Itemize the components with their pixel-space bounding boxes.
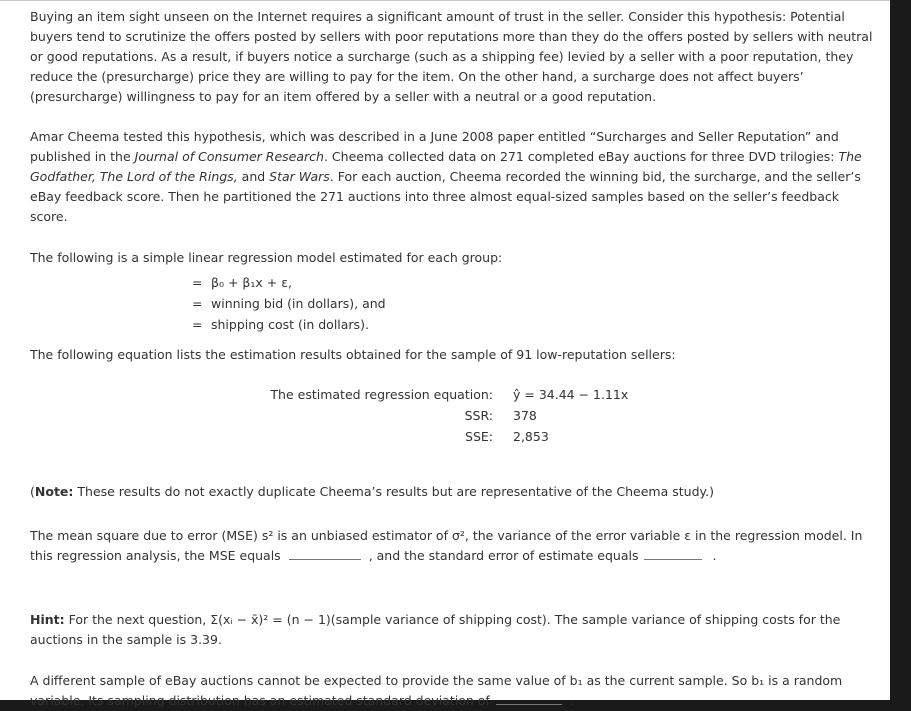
intro-paragraph: Buying an item sight unseen on the Internet requires a significant amount of trust in the seller. Consider this hypothesis: Potential buyers tend to scrutinize the offers posted by sellers with poor reputations more than they do the offers posted by sellers with neutral or good reputations. As a result, if buyers notice a surcharge (such as a shipping fee) levied by a seller with a poor reputation, they reduce the (presurcharge) price they are willing to pay for the item. On the other hand, a surcharge does not affect buyers’ (presurcharge) willingness to pay for an item offered by a seller with a neutral or a good reputation. xyxy=(30,9,873,104)
note-label: Note: xyxy=(34,484,74,499)
standard-error-answer-blank[interactable] xyxy=(644,549,702,560)
model-rhs-x: shipping cost (in dollars). xyxy=(211,317,369,332)
hint-label: Hint: xyxy=(30,612,65,627)
sampling-end: . xyxy=(569,693,574,708)
mse-text-2: , and the standard error of estimate equals xyxy=(368,548,639,563)
standard-deviation-answer-blank[interactable] xyxy=(496,694,562,705)
equals-sign: = xyxy=(192,317,203,332)
ssr-label: SSR: xyxy=(464,408,493,423)
scrollbar-thumb[interactable] xyxy=(894,4,906,694)
equals-sign: = xyxy=(192,296,203,311)
sse-value: 2,853 xyxy=(513,429,549,444)
note-open-paren: ( xyxy=(30,484,35,499)
vertical-scrollbar[interactable] xyxy=(890,0,911,699)
model-rhs-y: winning bid (in dollars), and xyxy=(211,296,386,311)
study-text-3: and xyxy=(237,169,270,184)
note-text: These results do not exactly duplicate Cheema’s results but are representative of the Cheema study.) xyxy=(73,484,714,499)
study-text-2: . Cheema collected data on 271 completed eBay auctions for three DVD trilogies: xyxy=(323,149,839,164)
results-row-sse xyxy=(30,427,876,447)
problem-content xyxy=(30,7,876,711)
equation-value: ŷ = 34.44 − 1.11x xyxy=(513,387,629,402)
mse-question xyxy=(30,526,876,566)
results-intro: The following equation lists the estimation results obtained for the sample of 91 low-reputation sellers: xyxy=(30,347,676,362)
trilogy-titles: The Godfather, The Lord of the Rings, xyxy=(30,149,862,184)
model-intro: The following is a simple linear regression model estimated for each group: xyxy=(30,250,503,265)
results-row-ssr xyxy=(30,406,876,426)
hint-paragraph xyxy=(30,610,876,650)
mse-text-3: . xyxy=(712,548,717,563)
sampling-question xyxy=(30,671,876,711)
study-text-4: . For each auction, Cheema recorded the winning bid, the surcharge, and the seller’s eBay feedback score. Then he partitioned the 271 auctions into three almost equal-sized samples based on the seller’s feedback score. xyxy=(30,169,861,224)
study-text-1: Amar Cheema tested this hypothesis, which was described in a June 2008 paper entitled “Surcharges and Seller Reputation” and published in the xyxy=(30,129,839,164)
equals-sign: = xyxy=(192,275,203,290)
sse-label: SSE: xyxy=(465,429,493,444)
equation-label: The estimated regression equation: xyxy=(270,387,493,402)
regression-model xyxy=(30,273,876,336)
ssr-value: 378 xyxy=(513,408,537,423)
mse-text-1: The mean square due to error (MSE) s² is an unbiased estimator of σ², the variance of the error variable ε in the regression model. In this regression analysis, the MSE equals xyxy=(30,528,863,563)
estimation-results xyxy=(30,385,876,458)
sampling-text: A different sample of eBay auctions cannot be expected to provide the same value of b₁ as the current sample. So b₁ is a random variable. Its sampling distribution has an estimated standard deviation of xyxy=(30,673,843,708)
study-paragraph xyxy=(30,127,876,227)
journal-title: Journal of Consumer Research xyxy=(134,149,324,164)
mse-answer-blank[interactable] xyxy=(289,549,361,560)
results-row-equation xyxy=(30,385,876,405)
model-rhs-equation: β₀ + β₁x + ε, xyxy=(211,275,292,290)
note-paragraph xyxy=(30,482,876,502)
star-wars-title: Star Wars xyxy=(269,169,330,184)
hint-text: For the next question, Σ(xᵢ − x̄)² = (n − 1)(sample variance of shipping cost). The sample variance of shipping costs for the auctions in the sample is 3.39. xyxy=(30,612,841,647)
